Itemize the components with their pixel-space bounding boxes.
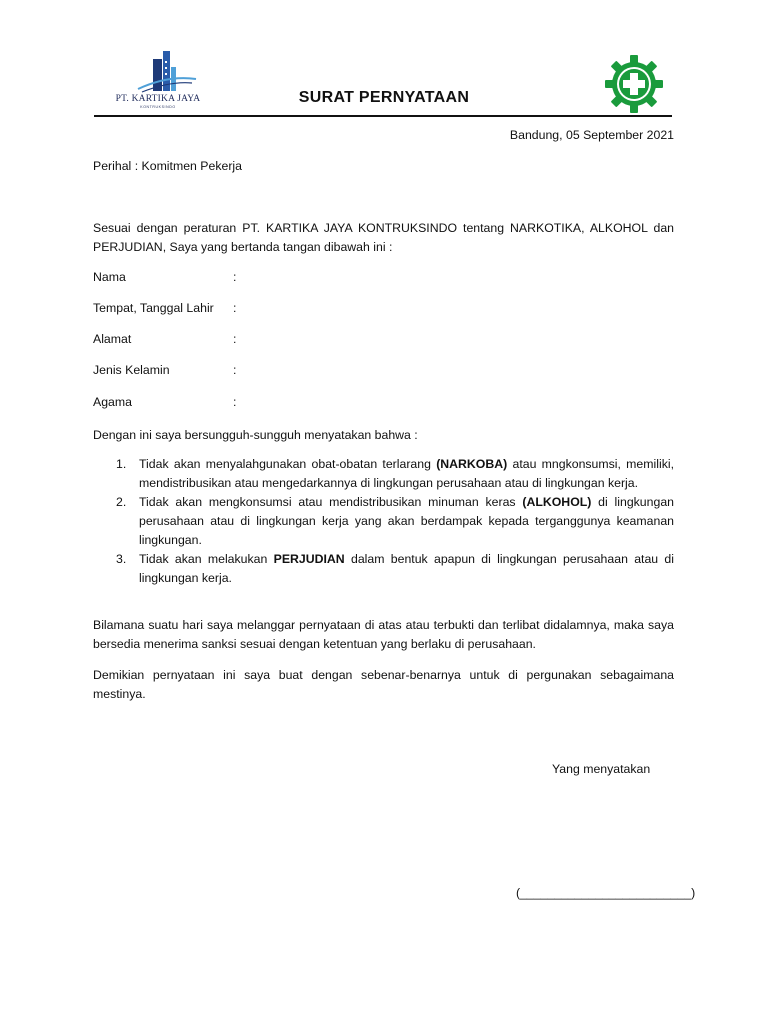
k3-logo <box>604 54 664 119</box>
list-number: 2. <box>116 495 127 509</box>
list-bold-term: (ALKOHOL) <box>522 495 592 509</box>
field-colon: : <box>233 301 237 315</box>
list-number: 1. <box>116 457 127 471</box>
field-colon: : <box>233 270 237 284</box>
field-alamat <box>93 330 236 349</box>
document-subject: Perihal : Komitmen Pekerja <box>93 159 242 173</box>
building-logo-icon <box>108 45 208 95</box>
list-item <box>108 455 674 493</box>
field-jenis-kelamin <box>93 361 236 380</box>
list-text: dalam bentuk apapun di lingkungan perusahaan atau di lingkungan kerja. <box>139 552 674 585</box>
field-colon: : <box>233 363 237 377</box>
list-text: di lingkungan perusahaan atau di lingkungan kerja yang akan berdampak kepada terganggunya keamanan lingkungan. <box>139 495 674 547</box>
header-divider <box>94 115 672 117</box>
k3-safety-gear-cross-icon <box>604 54 664 114</box>
closing-paragraph-1: Bilamana suatu hari saya melanggar pernyataan di atas atau terbukti dan terlibat didalamnya, maka saya bersedia menerima sanksi sesuai dengan ketentuan yang berlaku di perusahaan. <box>93 618 674 651</box>
closing-paragraph-2: Demikian pernyataan ini saya buat dengan sebenar-benarnya untuk di pergunakan sebagaimana mestinya. <box>93 668 674 701</box>
document-title: SURAT PERNYATAAN <box>298 89 470 106</box>
list-item <box>108 550 674 588</box>
list-text: Tidak akan melakukan <box>139 552 274 566</box>
list-text: atau mngkonsumsi, memiliki, mendistribusikan atau mengedarkannya di lingkungan perusahaan atau di lingkungan kerja. <box>139 457 674 490</box>
field-tempat-tanggal-lahir <box>93 299 236 318</box>
field-label: Alamat <box>93 332 132 346</box>
field-label: Agama <box>93 395 132 409</box>
field-label: Tempat, Tanggal Lahir <box>93 301 214 315</box>
declaration-intro: Dengan ini saya bersungguh-sungguh menyatakan bahwa : <box>93 428 418 442</box>
field-colon: : <box>233 332 237 346</box>
document-date: Bandung, 05 September 2021 <box>509 128 674 142</box>
list-text: Tidak akan menyalahgunakan obat-obatan terlarang <box>139 457 437 471</box>
field-colon: : <box>233 395 237 409</box>
list-number: 3. <box>116 552 127 566</box>
list-item <box>108 493 674 550</box>
field-label: Nama <box>93 270 126 284</box>
signer-label: Yang menyatakan <box>552 762 651 776</box>
field-agama <box>93 393 236 412</box>
signature-line: (_________________________) <box>516 886 696 900</box>
list-bold-term: (NARKOBA) <box>436 457 508 471</box>
logo-company-sub: KONTRUKSINDO <box>140 105 176 109</box>
list-text: Tidak akan mengkonsumsi atau mendistribusikan minuman keras <box>139 495 523 509</box>
commitment-list <box>108 455 674 588</box>
logo-company-name: PT. KARTIKA JAYA <box>115 94 201 104</box>
field-label: Jenis Kelamin <box>93 363 170 377</box>
list-bold-term: PERJUDIAN <box>273 552 345 566</box>
intro-paragraph: Sesuai dengan peraturan PT. KARTIKA JAYA KONTRUKSINDO tentang NARKOTIKA, ALKOHOL dan PERJUDIAN, Saya yang bertanda tangan dibawah ini : <box>93 221 674 254</box>
field-nama <box>93 268 236 287</box>
